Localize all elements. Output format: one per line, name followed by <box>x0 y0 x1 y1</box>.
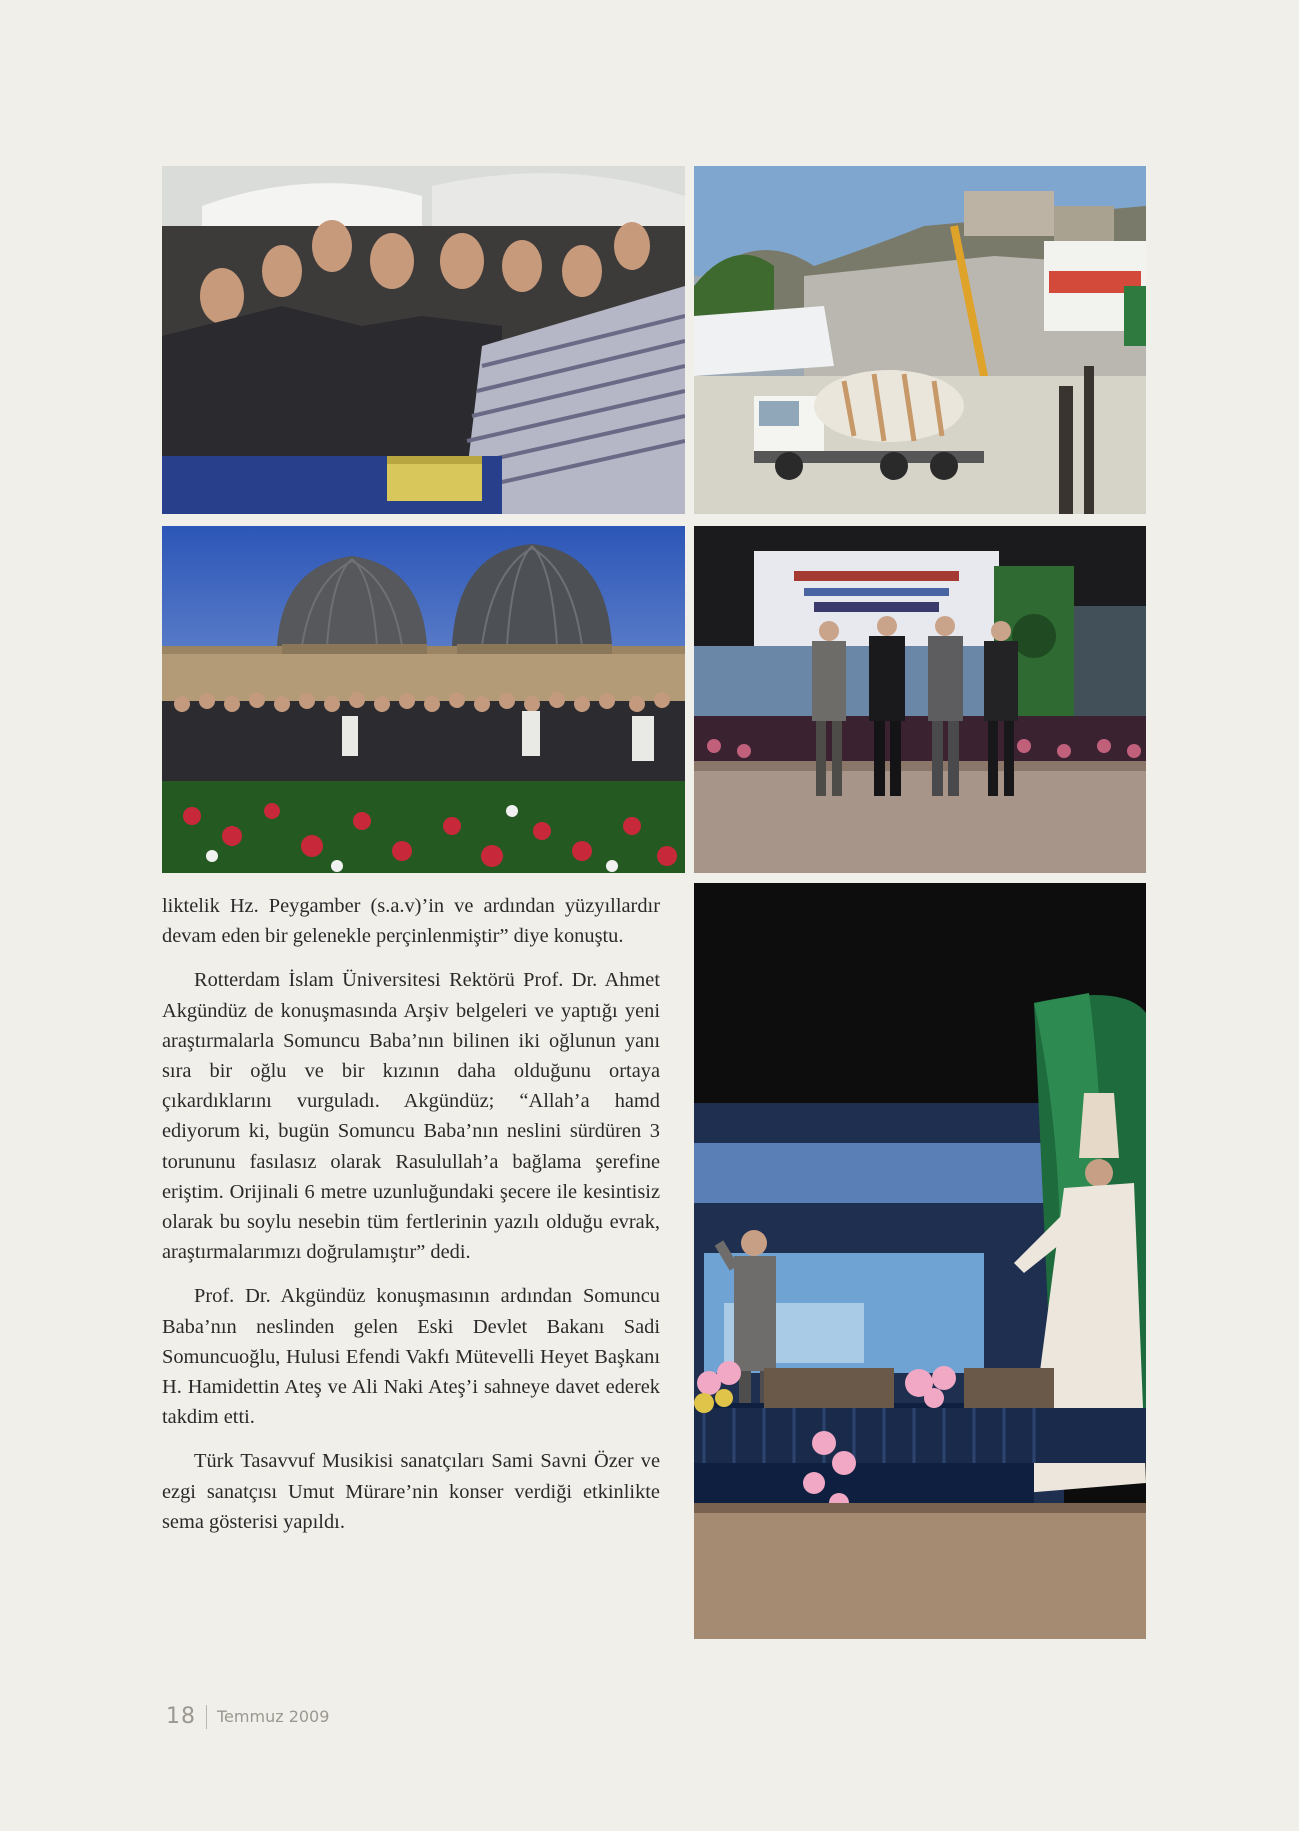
sema-performance-photo <box>694 883 1146 1639</box>
construction-site-photo <box>694 166 1146 514</box>
article-paragraph: Rotterdam İslam Üniversitesi Rektörü Prof. Dr. Ahmet Akgündüz de konuşmasında Arşiv belgeleri ve yaptığı yeni araştırmalarla Somuncu Baba’nın bilinen iki oğlunun yanı sıra bir oğlu ve bir kızının daha olduğunu ortaya çıkardıklarını vurguladı. Akgündüz; “Allah’a hamd ediyorum ki, bugün Somuncu Baba’nın neslini sürdüren 3 torununu fasılasız olarak Rasulullah’a bağlama şerefine eriştim. Orijinali 6 metre uzunluğundaki şecere ile kesintisiz olarak bu soylu nesebin tüm fertlerinin yazılı olduğu evrak, araştırmalarımızı doğrulamıştır” dedi. <box>162 969 660 1264</box>
article-text <box>162 891 660 1551</box>
stage-group-photo <box>694 526 1146 873</box>
footer-divider <box>206 1705 207 1729</box>
issue-date: Temmuz 2009 <box>217 1707 330 1726</box>
ceremony-photo <box>162 166 685 514</box>
mosque-group-photo <box>162 526 685 873</box>
article-paragraph: Prof. Dr. Akgündüz konuşmasının ardından Somuncu Baba’nın neslinden gelen Eski Devlet Bakanı Sadi Somuncuoğlu, Hulusi Efendi Vakfı Mütevelli Heyet Başkanı H. Hamidettin Ateş ve Ali Naki Ateş’i sahneye davet ederek takdim etti. <box>162 1285 660 1429</box>
page-footer <box>166 1704 329 1729</box>
article-paragraph: liktelik Hz. Peygamber (s.a.v)’in ve ardından yüzyıllardır devam eden bir gelenekle perçinlenmiştir” diye konuştu. <box>162 895 660 948</box>
page-number: 18 <box>166 1704 196 1729</box>
article-paragraph: Türk Tasavvuf Musikisi sanatçıları Sami Savni Özer ve ezgi sanatçısı Umut Mürare’nin konser verdiği etkinlikte sema gösterisi yapıldı. <box>162 1450 660 1533</box>
